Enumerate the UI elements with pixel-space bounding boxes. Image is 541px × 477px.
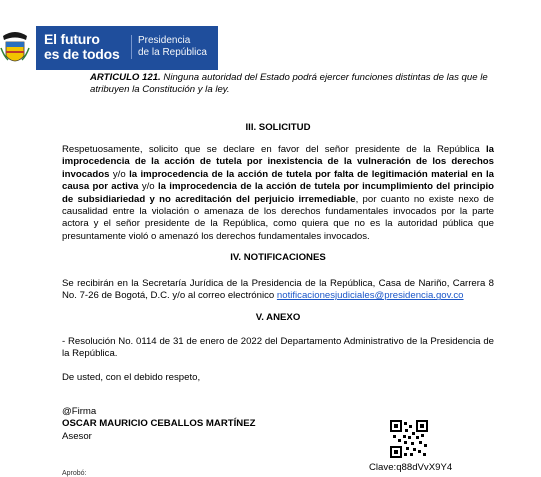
section-anexo-title: V. ANEXO bbox=[255, 312, 301, 323]
anexo-paragraph: - Resolución No. 0114 de 31 de enero de 2022 del Departamento Administrativo de la Presidencia de la República. bbox=[62, 336, 494, 360]
brand-presidency bbox=[131, 35, 207, 59]
coat-of-arms-icon bbox=[0, 26, 30, 70]
notificaciones-paragraph bbox=[62, 278, 494, 303]
brand-line-1: El futuro bbox=[44, 31, 100, 47]
signer-role: Asesor bbox=[62, 430, 92, 442]
solicitud-connector-1: y/o bbox=[109, 168, 130, 180]
solicitud-claim-1: la improcedencia de la acción de tutela por inexistencia de la vulneración de los derechos invocados bbox=[62, 144, 494, 180]
presidency-line-1: Presidencia bbox=[138, 35, 191, 46]
notificaciones-text: Se recibirán en la Secretaría Jurídica de la Presidencia de la República, Casa de Nariño, Carrera 8 No. 7-26 de Bogotá, D.C. y/o al correo electrónico bbox=[62, 278, 494, 302]
section-solicitud-title: III. SOLICITUD bbox=[245, 122, 311, 133]
article-label: ARTICULO 121. bbox=[90, 72, 161, 83]
signer-name: OSCAR MAURICIO CEBALLOS MARTÍNEZ bbox=[62, 418, 256, 430]
solicitud-text-1: Respetuosamente, solicito que se declare en favor del señor presidente de la República bbox=[62, 144, 486, 155]
signature-block bbox=[62, 406, 494, 443]
presidency-line-2: de la República bbox=[138, 47, 207, 58]
closing-line: De usted, con el debido respeto, bbox=[62, 372, 201, 383]
solicitud-paragraph bbox=[62, 144, 494, 243]
solicitud-claim-2: la improcedencia de la acción de tutela por falta de legitimación material en la causa por activa bbox=[62, 168, 494, 193]
verification-key: Clave:q88dVvX9Y4 bbox=[369, 462, 453, 473]
brand-slogan bbox=[44, 32, 120, 62]
brand-banner bbox=[36, 26, 218, 70]
section-notificaciones-title: IV. NOTIFICACIONES bbox=[230, 252, 326, 263]
page-header bbox=[0, 20, 230, 72]
signature-placeholder: @Firma bbox=[62, 406, 97, 417]
solicitud-claim-3: la improcedencia de la acción de tutela por incumplimiento del principio de subsidiariedad y no acreditación del perjuicio irremediable bbox=[62, 181, 494, 205]
solicitud-connector-2: y/o bbox=[138, 181, 158, 193]
email-link[interactable]: notificacionesjudiciales@presidencia.gov.co bbox=[276, 290, 464, 302]
approval-note-cut: Aprobó: bbox=[62, 470, 87, 477]
qr-code-icon bbox=[390, 420, 428, 458]
solicitud-text-2: , por cuanto no existe nexo de causalidad entre la violación o amenaza de los derechos fundamentales invocados por la parte actora y el señor presidente de la República, como quiera que no es la autoridad pública que presuntamente violó o amenazó los derechos fundamentales invocados. bbox=[62, 193, 494, 242]
article-text: Ninguna autoridad del Estado podrá ejercer funciones distintas de las que le atribuyen la Constitución y la ley. bbox=[90, 72, 488, 96]
brand-line-2: es de todos bbox=[44, 46, 120, 62]
article-121 bbox=[90, 72, 494, 97]
